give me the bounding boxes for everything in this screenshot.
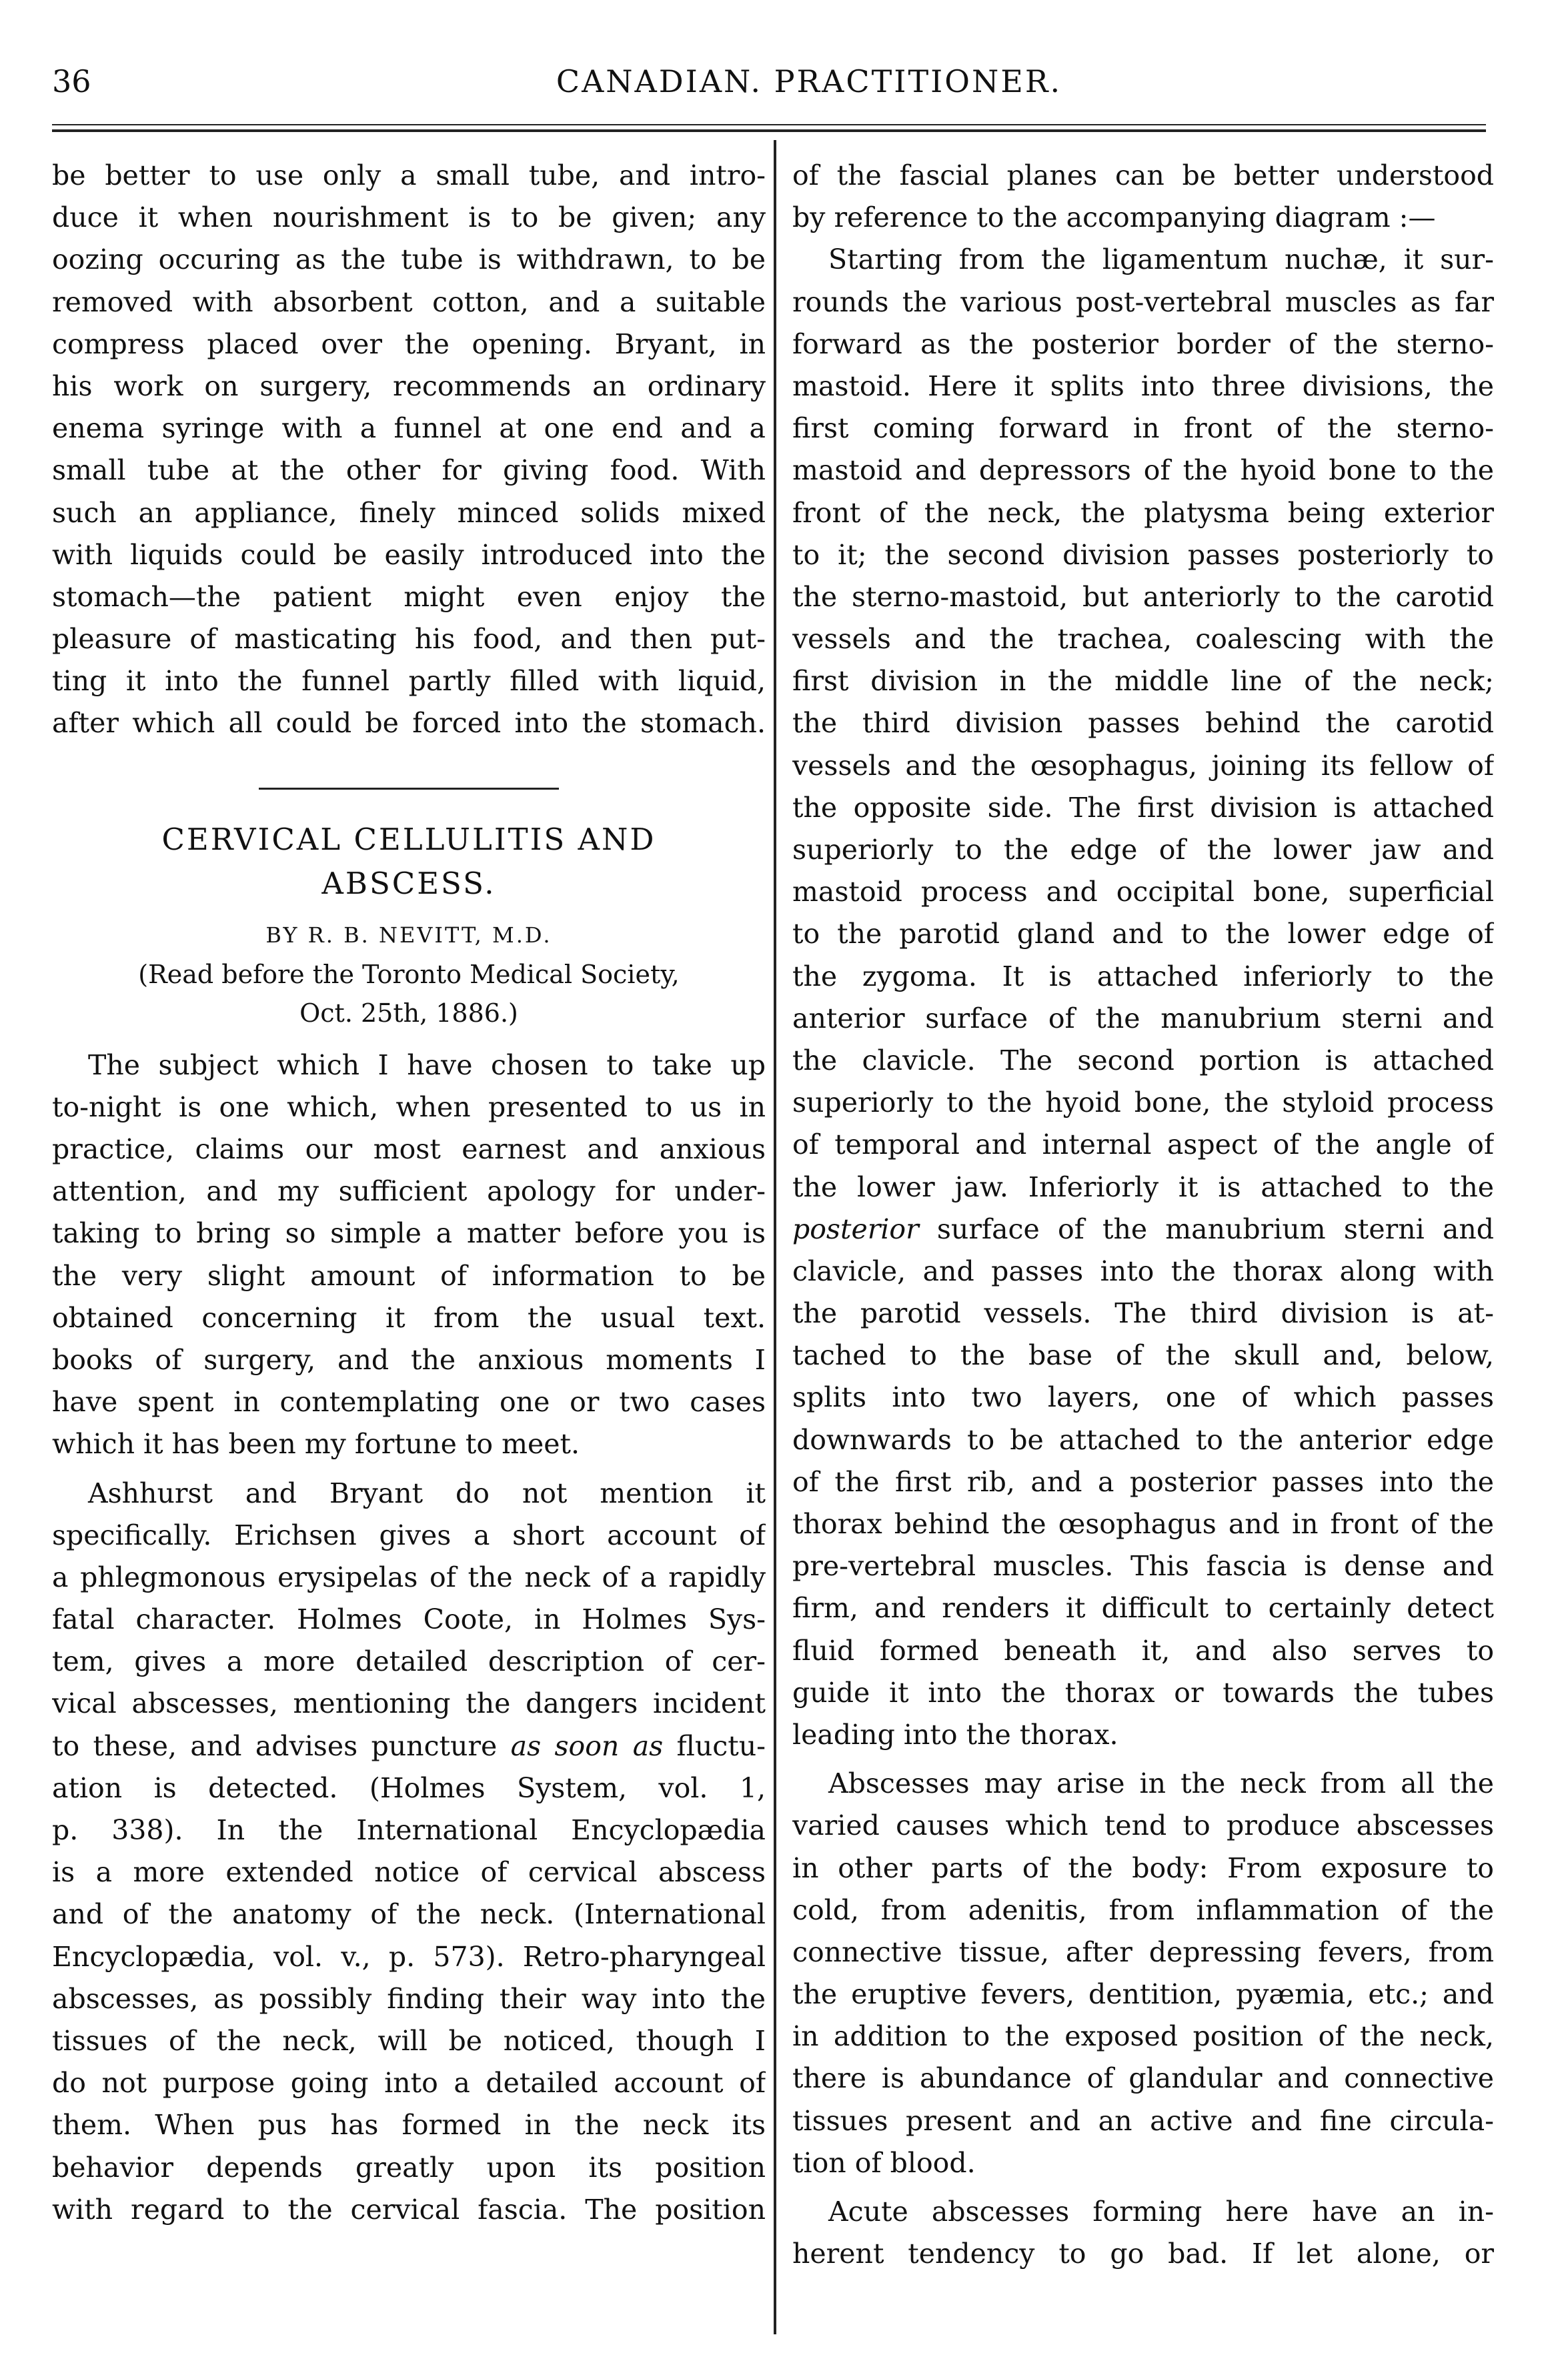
text-line: the clavicle. The second portion is attached xyxy=(792,1044,1494,1076)
article-title: CERVICAL CELLULITIS AND xyxy=(161,821,656,857)
text-line: ting it into the funnel partly filled with liquid, xyxy=(52,665,766,698)
text-line: Encyclopædia, vol. v., p. 573). Retro-pharyngeal xyxy=(52,1940,766,1973)
text-line: The subject which I have chosen to take up xyxy=(88,1048,766,1081)
text-line: anterior surface of the manubrium sterni and xyxy=(792,1002,1494,1034)
text-line: the sterno-mastoid, but anteriorly to the carotid xyxy=(792,580,1494,613)
text-line: with regard to the cervical fascia. The position xyxy=(52,2193,766,2226)
text-line: specifically. Erichsen gives a short account of xyxy=(52,1519,766,1551)
text-line: duce it when nourishment is to be given; any xyxy=(52,201,766,234)
text-line: the eruptive fevers, dentition, pyæmia, etc.; and xyxy=(792,1978,1494,2011)
text-line: behavior depends greatly upon its position xyxy=(52,2151,766,2184)
text-line: oozing occuring as the tube is withdrawn, to be xyxy=(52,243,766,276)
text-line: superiorly to the hyoid bone, the styloid process xyxy=(792,1086,1494,1119)
text-line: leading into the thorax. xyxy=(792,1718,1118,1751)
text-line: Starting from the ligamentum nuchæ, it sur- xyxy=(828,243,1494,276)
text-line: first coming forward in front of the sterno- xyxy=(792,412,1494,445)
paragraph xyxy=(52,155,766,745)
text-line: clavicle, and passes into the thorax along with xyxy=(792,1255,1494,1287)
text-segment: to these, and advises puncture xyxy=(52,1729,511,1762)
paragraph xyxy=(792,155,1494,239)
text-line: them. When pus has formed in the neck its xyxy=(52,2109,766,2142)
text-line: forward as the posterior border of the sterno- xyxy=(792,327,1494,360)
paragraph xyxy=(52,1044,766,1466)
text-line: after which all could be forced into the stomach. xyxy=(52,707,766,740)
text-line: downwards to be attached to the anterior edge xyxy=(792,1423,1494,1456)
journal-title: CANADIAN. PRACTITIONER. xyxy=(556,63,1062,99)
text-line: enema syringe with a funnel at one end and a xyxy=(52,412,766,445)
text-line: is a more extended notice of cervical abscess xyxy=(52,1856,766,1889)
text-line: vessels and the œsophagus, joining its fellow of xyxy=(792,749,1494,782)
text-line: firm, and renders it difficult to certainly detect xyxy=(792,1592,1494,1625)
text-line: such an appliance, finely minced solids mixed xyxy=(52,496,766,529)
paragraph xyxy=(52,1473,766,2231)
text-line: tem, gives a more detailed description of cer- xyxy=(52,1645,766,1678)
text-line: stomach—the patient might even enjoy the xyxy=(52,580,766,613)
text-line: Acute abscesses forming here have an in- xyxy=(828,2196,1494,2228)
text-line: compress placed over the opening. Bryant, in xyxy=(52,327,766,360)
text-line: by reference to the accompanying diagram :— xyxy=(792,201,1436,234)
emphasis: posterior xyxy=(792,1213,919,1245)
text-line: to-night is one which, when presented to us in xyxy=(52,1090,766,1123)
emphasis: as soon as xyxy=(510,1729,664,1762)
text-line: obtained concerning it from the usual text. xyxy=(52,1301,766,1334)
text-line: and of the anatomy of the neck. (International xyxy=(52,1898,766,1931)
text-line: which it has been my fortune to meet. xyxy=(52,1428,580,1461)
text-line: guide it into the thorax or towards the tubes xyxy=(792,1676,1494,1709)
paragraph xyxy=(792,2191,1494,2275)
text-line: taking to bring so simple a matter before you is xyxy=(52,1217,766,1250)
text-line: mastoid process and occipital bone, superficial xyxy=(792,876,1494,908)
text-line: be better to use only a small tube, and intro- xyxy=(52,159,766,191)
text-line: of the fascial planes can be better understood xyxy=(792,159,1494,191)
author-byline: BY R. B. NEVITT, M.D. xyxy=(265,922,552,948)
text-line: pre-vertebral muscles. This fascia is dense and xyxy=(792,1550,1494,1583)
article-heading xyxy=(52,818,766,1032)
right-column xyxy=(792,155,1494,2275)
text-line: the very slight amount of information to be xyxy=(52,1259,766,1292)
text-line: cold, from adenitis, from inflammation of the xyxy=(792,1893,1494,1926)
text-line: first division in the middle line of the neck; xyxy=(792,665,1494,698)
text-line: the zygoma. It is attached inferiorly to the xyxy=(792,960,1494,992)
text-line: connective tissue, after depressing fevers, from xyxy=(792,1935,1494,1968)
text-segment: surface of the manubrium sterni and xyxy=(918,1213,1494,1245)
text-line: his work on surgery, recommends an ordinary xyxy=(52,369,766,402)
read-note: (Read before the Toronto Medical Society, xyxy=(138,959,680,989)
text-line: have spent in contemplating one or two cases xyxy=(52,1386,766,1419)
text-line: splits into two layers, one of which passes xyxy=(792,1381,1494,1414)
text-line: in other parts of the body: From exposure to xyxy=(792,1851,1494,1884)
text-line: the parotid vessels. The third division is at- xyxy=(792,1297,1494,1330)
text-line: there is abundance of glandular and connective xyxy=(792,2062,1494,2095)
text-line: do not purpose going into a detailed account of xyxy=(52,2067,766,2100)
text-line: ation is detected. (Holmes System, vol. 1, xyxy=(52,1771,766,1804)
text-line: tion of blood. xyxy=(792,2146,976,2179)
text-line: varied causes which tend to produce abscesses xyxy=(792,1809,1494,1842)
text-line: Ashhurst and Bryant do not mention it xyxy=(88,1477,766,1509)
page-number: 36 xyxy=(52,63,91,99)
text-line: practice, claims our most earnest and anxious xyxy=(52,1133,766,1165)
text-line: fatal character. Holmes Coote, in Holmes Sys- xyxy=(52,1603,766,1636)
text-line: fluid formed beneath it, and also serves to xyxy=(792,1634,1494,1667)
text-line: removed with absorbent cotton, and a suitable xyxy=(52,285,766,318)
paragraph xyxy=(792,1763,1494,2184)
text-segment: fluctu- xyxy=(663,1729,766,1762)
column-divider xyxy=(774,140,776,2334)
text-line: small tube at the other for giving food. With xyxy=(52,454,766,487)
text-line: vessels and the trachea, coalescing with the xyxy=(792,623,1494,656)
text-line: p. 338). In the International Encyclopædia xyxy=(52,1814,766,1846)
text-line: Abscesses may arise in the neck from all the xyxy=(828,1767,1494,1800)
left-column xyxy=(52,155,766,2231)
text-line: thorax behind the œsophagus and in front of the xyxy=(792,1508,1494,1540)
text-line: to the parotid gland and to the lower edge of xyxy=(792,918,1494,950)
text-line: rounds the various post-vertebral muscles as far xyxy=(792,285,1494,318)
text-line: superiorly to the edge of the lower jaw and xyxy=(792,834,1494,866)
text-line: in addition to the exposed position of the neck, xyxy=(792,2020,1494,2053)
text-line: a phlegmonous erysipelas of the neck of a rapidly xyxy=(52,1561,766,1593)
header-rule-thick xyxy=(52,129,1486,132)
text-line: books of surgery, and the anxious moments I xyxy=(52,1343,766,1376)
paragraph xyxy=(792,239,1494,1756)
text-line: mastoid. Here it splits into three divisions, the xyxy=(792,369,1494,402)
section-divider xyxy=(259,788,559,790)
text-line: tissues of the neck, will be noticed, though I xyxy=(52,2024,766,2057)
text-line: vical abscesses, mentioning the dangers incident xyxy=(52,1687,766,1720)
text-line xyxy=(52,1725,766,1767)
text-line: of the first rib, and a posterior passes into the xyxy=(792,1465,1494,1498)
text-line: herent tendency to go bad. If let alone, or xyxy=(792,2238,1494,2270)
text-line: with liquids could be easily introduced into the xyxy=(52,538,766,571)
text-line: abscesses, as possibly finding their way into the xyxy=(52,1982,766,2015)
page-header xyxy=(52,61,1479,108)
read-note-date: Oct. 25th, 1886.) xyxy=(299,998,518,1028)
text-line: mastoid and depressors of the hyoid bone to the xyxy=(792,454,1494,487)
text-line: tissues present and an active and fine circula- xyxy=(792,2104,1494,2137)
article-title-continued: ABSCESS. xyxy=(321,865,496,901)
text-line: front of the neck, the platysma being exterior xyxy=(792,496,1494,529)
text-line: the lower jaw. Inferiorly it is attached to the xyxy=(792,1170,1494,1203)
text-line: the opposite side. The first division is attached xyxy=(792,791,1494,824)
text-line xyxy=(792,1209,1494,1251)
text-line: pleasure of masticating his food, and then put- xyxy=(52,623,766,656)
text-line: tached to the base of the skull and, below, xyxy=(792,1339,1494,1372)
text-line: to it; the second division passes posteriorly to xyxy=(792,538,1494,571)
text-line: of temporal and internal aspect of the angle of xyxy=(792,1128,1494,1161)
text-line: attention, and my sufficient apology for under- xyxy=(52,1175,766,1208)
header-rule xyxy=(52,124,1486,125)
text-line: the third division passes behind the carotid xyxy=(792,707,1494,740)
